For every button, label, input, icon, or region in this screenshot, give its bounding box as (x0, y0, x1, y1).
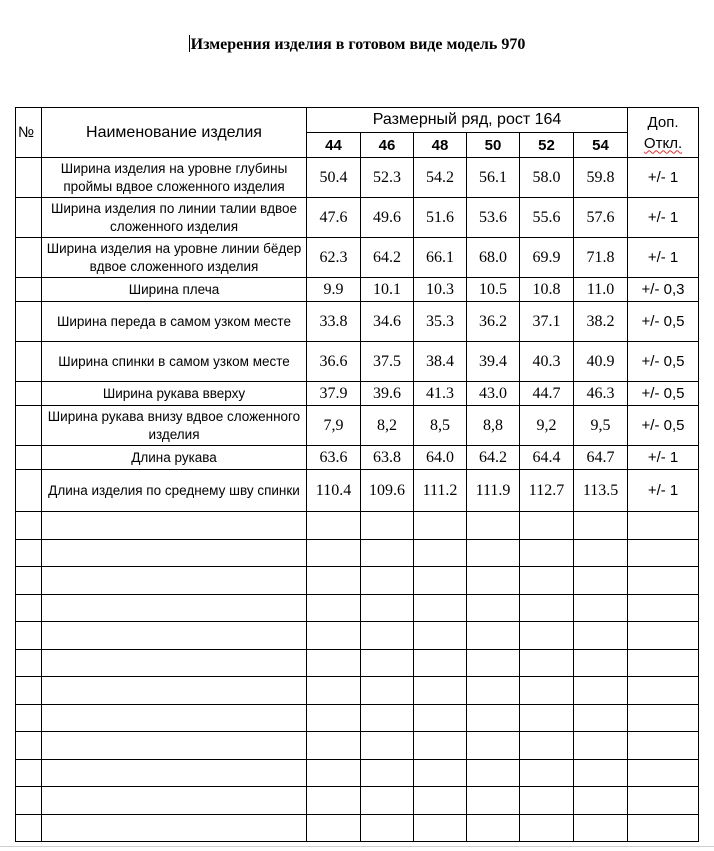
empty-cell (628, 567, 699, 595)
empty-cell (42, 704, 307, 732)
table-row (16, 198, 699, 238)
empty-cell (467, 814, 520, 841)
measurement-value: 10.1 (361, 278, 414, 302)
measurement-value: 33.8 (307, 302, 361, 342)
measurement-value: 110.4 (307, 470, 361, 512)
deviation-value: +/- 0,5 (628, 382, 699, 406)
empty-cell (307, 594, 361, 622)
measurement-name: Ширина переда в самом узком месте (42, 302, 307, 342)
empty-cell (414, 594, 467, 622)
measurement-value: 44.7 (520, 382, 574, 406)
deviation-value: +/- 1 (628, 198, 699, 238)
measurement-value: 10.8 (520, 278, 574, 302)
empty-cell (520, 594, 574, 622)
deviation-value: +/- 1 (628, 446, 699, 470)
empty-cell (414, 704, 467, 732)
measurement-value: 109.6 (361, 470, 414, 512)
empty-cell (520, 704, 574, 732)
empty-row (16, 539, 699, 567)
empty-cell (467, 732, 520, 760)
measurement-value: 49.6 (361, 198, 414, 238)
empty-cell (520, 539, 574, 567)
empty-cell (414, 567, 467, 595)
empty-cell (307, 814, 361, 841)
measurement-value: 58.0 (520, 158, 574, 198)
empty-cell (42, 539, 307, 567)
measurement-name: Ширина плеча (42, 278, 307, 302)
measurement-value: 35.3 (414, 302, 467, 342)
measurement-value: 64.0 (414, 446, 467, 470)
measurement-name: Ширина рукава вверху (42, 382, 307, 406)
empty-cell (16, 787, 42, 815)
empty-cell (520, 649, 574, 677)
empty-cell (307, 622, 361, 650)
measurement-value: 113.5 (574, 470, 628, 512)
empty-cell (628, 539, 699, 567)
table-row (16, 302, 699, 342)
header-deviation (628, 108, 699, 158)
measurement-value: 63.6 (307, 446, 361, 470)
measurement-value: 38.2 (574, 302, 628, 342)
size-header: 52 (520, 133, 574, 158)
deviation-value: +/- 0,5 (628, 406, 699, 446)
empty-cell (574, 649, 628, 677)
empty-cell (307, 649, 361, 677)
measurement-value: 8,5 (414, 406, 467, 446)
empty-cell (574, 677, 628, 705)
empty-cell (628, 622, 699, 650)
measurement-value: 37.9 (307, 382, 361, 406)
measurements-table (15, 107, 699, 842)
table-row (16, 446, 699, 470)
empty-cell (628, 787, 699, 815)
empty-cell (42, 649, 307, 677)
measurement-value: 68.0 (467, 238, 520, 278)
empty-cell (16, 512, 42, 540)
deviation-value: +/- 0,3 (628, 278, 699, 302)
empty-cell (628, 594, 699, 622)
empty-cell (361, 814, 414, 841)
empty-cell (42, 787, 307, 815)
empty-cell (361, 539, 414, 567)
measurement-value: 64.2 (361, 238, 414, 278)
empty-cell (361, 567, 414, 595)
empty-row (16, 787, 699, 815)
measurement-value: 56.1 (467, 158, 520, 198)
empty-row (16, 814, 699, 841)
empty-cell (16, 759, 42, 787)
header-deviation-line2: Откл. (643, 134, 683, 152)
empty-cell (574, 622, 628, 650)
size-header: 44 (307, 133, 361, 158)
measurement-value: 43.0 (467, 382, 520, 406)
empty-cell (414, 732, 467, 760)
table-row (16, 342, 699, 382)
measurement-value: 57.6 (574, 198, 628, 238)
empty-cell (42, 814, 307, 841)
row-number-cell (16, 382, 42, 406)
table-row (16, 406, 699, 446)
empty-cell (467, 677, 520, 705)
empty-row (16, 704, 699, 732)
row-number-cell (16, 406, 42, 446)
document-title (0, 35, 714, 54)
empty-cell (414, 539, 467, 567)
document-title-text: Измерения изделия в готовом виде модель 970 (190, 36, 526, 53)
empty-cell (16, 814, 42, 841)
measurement-value: 69.9 (520, 238, 574, 278)
empty-cell (520, 814, 574, 841)
empty-cell (361, 759, 414, 787)
empty-cell (307, 759, 361, 787)
empty-cell (16, 649, 42, 677)
empty-cell (520, 567, 574, 595)
measurement-value: 37.1 (520, 302, 574, 342)
header-number: № (16, 108, 42, 158)
empty-cell (307, 677, 361, 705)
measurement-value: 64.2 (467, 446, 520, 470)
measurement-value: 39.4 (467, 342, 520, 382)
table-row (16, 278, 699, 302)
measurement-value: 66.1 (414, 238, 467, 278)
measurement-value: 40.3 (520, 342, 574, 382)
empty-cell (467, 704, 520, 732)
empty-cell (574, 732, 628, 760)
measurement-value: 51.6 (414, 198, 467, 238)
empty-cell (361, 622, 414, 650)
empty-cell (414, 814, 467, 841)
empty-cell (16, 567, 42, 595)
empty-cell (467, 622, 520, 650)
empty-cell (574, 512, 628, 540)
empty-cell (628, 649, 699, 677)
empty-cell (42, 594, 307, 622)
empty-cell (414, 512, 467, 540)
measurement-value: 40.9 (574, 342, 628, 382)
table-row (16, 382, 699, 406)
measurement-value: 9.9 (307, 278, 361, 302)
row-number-cell (16, 342, 42, 382)
empty-cell (42, 677, 307, 705)
measurement-value: 59.8 (574, 158, 628, 198)
measurement-value: 47.6 (307, 198, 361, 238)
empty-cell (628, 677, 699, 705)
empty-cell (307, 732, 361, 760)
empty-cell (361, 649, 414, 677)
empty-cell (414, 787, 467, 815)
text-cursor (189, 35, 190, 52)
empty-cell (628, 704, 699, 732)
measurement-value: 37.5 (361, 342, 414, 382)
row-number-cell (16, 198, 42, 238)
empty-cell (307, 704, 361, 732)
empty-row (16, 512, 699, 540)
empty-cell (16, 732, 42, 760)
empty-cell (42, 567, 307, 595)
measurement-value: 64.4 (520, 446, 574, 470)
empty-cell (467, 594, 520, 622)
empty-row (16, 567, 699, 595)
empty-cell (574, 594, 628, 622)
empty-cell (574, 787, 628, 815)
empty-cell (467, 649, 520, 677)
empty-cell (361, 512, 414, 540)
empty-row (16, 594, 699, 622)
empty-cell (16, 704, 42, 732)
measurement-value: 10.5 (467, 278, 520, 302)
measurement-value: 63.8 (361, 446, 414, 470)
measurement-name: Ширина рукава внизу вдвое сложенного изделия (42, 406, 307, 446)
measurement-name: Длина изделия по среднему шву спинки (42, 470, 307, 512)
measurement-value: 112.7 (520, 470, 574, 512)
measurement-value: 8,8 (467, 406, 520, 446)
empty-cell (42, 732, 307, 760)
empty-cell (16, 539, 42, 567)
empty-cell (42, 512, 307, 540)
empty-cell (414, 649, 467, 677)
empty-cell (414, 622, 467, 650)
empty-cell (467, 512, 520, 540)
measurement-value: 53.6 (467, 198, 520, 238)
measurement-value: 36.6 (307, 342, 361, 382)
empty-cell (16, 622, 42, 650)
empty-cell (520, 622, 574, 650)
size-header: 48 (414, 133, 467, 158)
empty-cell (467, 787, 520, 815)
empty-cell (361, 677, 414, 705)
measurement-value: 111.9 (467, 470, 520, 512)
empty-cell (361, 704, 414, 732)
row-number-cell (16, 446, 42, 470)
empty-cell (574, 759, 628, 787)
deviation-value: +/- 1 (628, 238, 699, 278)
empty-cell (467, 567, 520, 595)
empty-cell (16, 677, 42, 705)
empty-cell (414, 759, 467, 787)
size-header: 54 (574, 133, 628, 158)
measurement-value: 50.4 (307, 158, 361, 198)
empty-cell (520, 512, 574, 540)
empty-cell (574, 539, 628, 567)
measurement-value: 9,5 (574, 406, 628, 446)
row-number-cell (16, 470, 42, 512)
empty-row (16, 759, 699, 787)
empty-cell (520, 787, 574, 815)
measurement-name: Ширина изделия по линии талии вдвое сложенного изделия (42, 198, 307, 238)
deviation-value: +/- 1 (628, 158, 699, 198)
empty-cell (574, 567, 628, 595)
empty-cell (16, 594, 42, 622)
empty-cell (628, 759, 699, 787)
empty-cell (628, 732, 699, 760)
header-name: Наименование изделия (42, 108, 307, 158)
empty-cell (467, 759, 520, 787)
deviation-value: +/- 1 (628, 470, 699, 512)
measurement-name: Ширина изделия на уровне глубины проймы вдвое сложенного изделия (42, 158, 307, 198)
empty-cell (574, 814, 628, 841)
measurement-value: 39.6 (361, 382, 414, 406)
measurement-value: 10.3 (414, 278, 467, 302)
empty-cell (361, 732, 414, 760)
empty-cell (361, 787, 414, 815)
deviation-value: +/- 0,5 (628, 302, 699, 342)
measurement-value: 38.4 (414, 342, 467, 382)
header-size-range: Размерный ряд, рост 164 (307, 108, 628, 133)
empty-cell (307, 787, 361, 815)
page-bottom-edge (0, 846, 714, 847)
empty-cell (574, 704, 628, 732)
measurement-value: 62.3 (307, 238, 361, 278)
row-number-cell (16, 158, 42, 198)
empty-cell (307, 539, 361, 567)
measurement-value: 34.6 (361, 302, 414, 342)
measurement-value: 111.2 (414, 470, 467, 512)
measurement-value: 52.3 (361, 158, 414, 198)
empty-row (16, 732, 699, 760)
empty-cell (414, 677, 467, 705)
row-number-cell (16, 238, 42, 278)
empty-row (16, 649, 699, 677)
measurement-name: Длина рукава (42, 446, 307, 470)
empty-cell (520, 677, 574, 705)
table-row (16, 238, 699, 278)
measurement-value: 55.6 (520, 198, 574, 238)
table-row (16, 470, 699, 512)
empty-cell (307, 567, 361, 595)
header-row (16, 108, 699, 133)
measurement-value: 7,9 (307, 406, 361, 446)
empty-cell (42, 759, 307, 787)
measurement-value: 11.0 (574, 278, 628, 302)
measurement-value: 71.8 (574, 238, 628, 278)
empty-cell (361, 594, 414, 622)
empty-row (16, 622, 699, 650)
deviation-value: +/- 0,5 (628, 342, 699, 382)
measurement-value: 64.7 (574, 446, 628, 470)
empty-cell (307, 512, 361, 540)
measurement-value: 46.3 (574, 382, 628, 406)
row-number-cell (16, 278, 42, 302)
empty-cell (467, 539, 520, 567)
empty-cell (520, 759, 574, 787)
measurement-value: 9,2 (520, 406, 574, 446)
empty-cell (628, 814, 699, 841)
measurement-value: 41.3 (414, 382, 467, 406)
measurement-name: Ширина изделия на уровне линии бёдер вдвое сложенного изделия (42, 238, 307, 278)
size-header: 46 (361, 133, 414, 158)
empty-row (16, 677, 699, 705)
empty-cell (520, 732, 574, 760)
measurement-value: 36.2 (467, 302, 520, 342)
empty-cell (628, 512, 699, 540)
measurement-value: 54.2 (414, 158, 467, 198)
size-header: 50 (467, 133, 520, 158)
row-number-cell (16, 302, 42, 342)
measurement-name: Ширина спинки в самом узком месте (42, 342, 307, 382)
table-row (16, 158, 699, 198)
header-deviation-line1: Доп. (647, 113, 679, 131)
measurement-value: 8,2 (361, 406, 414, 446)
empty-cell (42, 622, 307, 650)
